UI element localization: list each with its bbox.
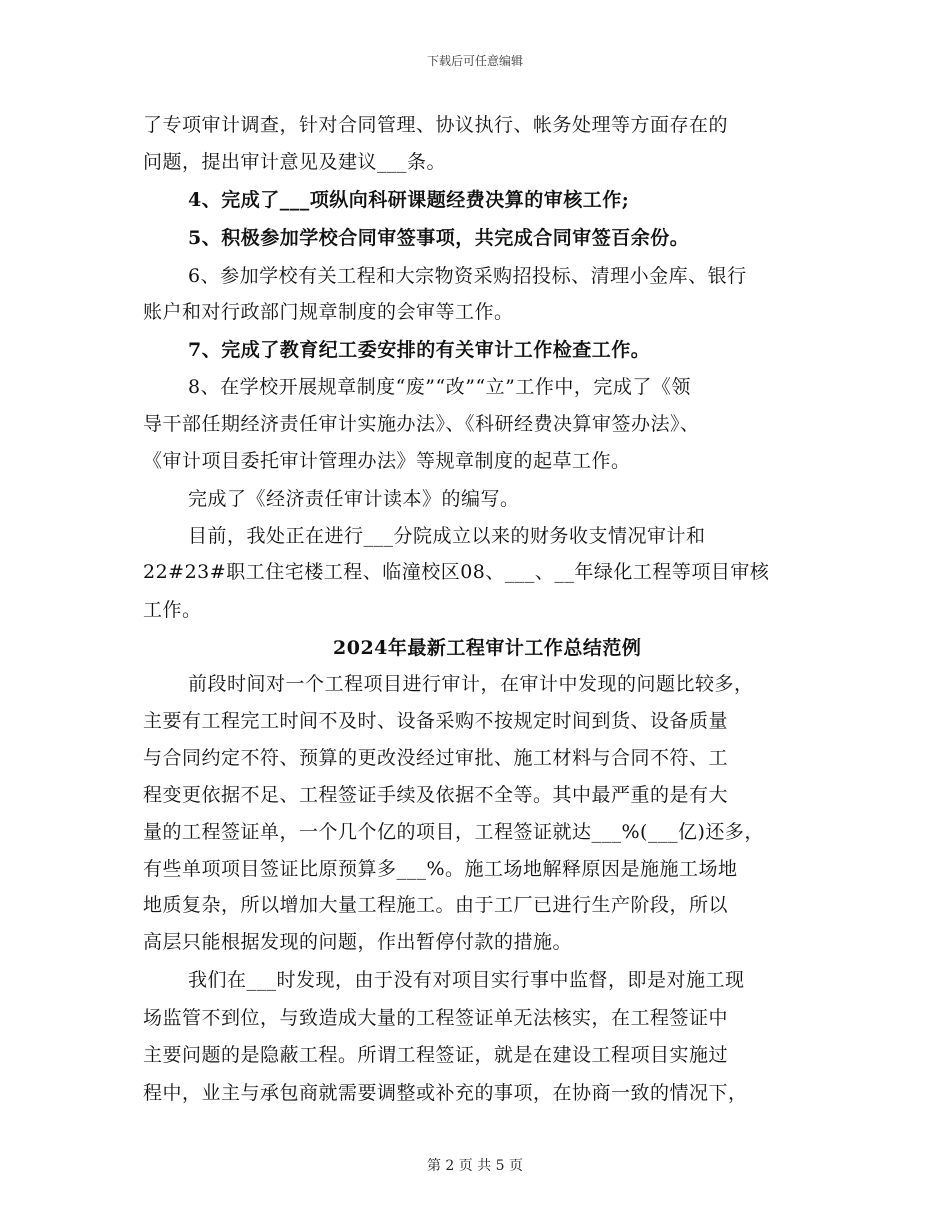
text-line: 22#23#职工住宅楼工程、临潼校区08、___、__年绿化工程等项目审核 [143,561,770,583]
text-line: 了专项审计调查，针对合同管理、协议执行、帐务处理等方面存在的 [143,114,729,136]
text-line: 主要问题的是隐蔽工程。所谓工程签证，就是在建设工程项目实施过 [143,1044,729,1066]
text-line: 高层只能根据发现的问题，作出暂停付款的措施。 [143,931,573,953]
text-line: 程中，业主与承包商就需要调整或补充的事项，在协商一致的情况下， [143,1082,748,1104]
text-line: 地质复杂，所以增加大量工程施工。由于工厂已进行生产阶段，所以 [143,894,729,916]
text-line: 目前，我处正在进行___分院成立以来的财务收支情况审计和 [188,525,706,547]
text-line: 导干部任期经济责任审计实施办法》、《科研经费决算审签办法》、 [143,413,700,435]
text-line: 主要有工程完工时间不及时、设备采购不按规定时间到货、设备质量 [143,710,729,732]
text-line: 7、完成了教育纪工委安排的有关审计工作检查工作。 [188,339,651,361]
text-line: 程变更依据不足、工程签证手续及依据不全等。其中最严重的是有大 [143,784,729,806]
text-line: 我们在___时发现，由于没有对项目实行事中监督，即是对施工现 [188,969,745,991]
page-header: 下载后可任意编辑 [426,54,523,68]
text-line: 工作。 [143,599,202,621]
text-line: 5、积极参加学校合同审签事项，共完成合同审签百余份。 [188,227,690,249]
section-title: 2024年最新工程审计工作总结范例 [333,637,642,659]
page-footer: 第 2 页 共 5 页 [426,1158,524,1174]
text-line: 前段时间对一个工程项目进行审计，在审计中发现的问题比较多， [188,673,754,695]
text-line: 有些单项项目签证比原预算多___%。施工场地解释原因是施施工场地 [143,858,738,880]
text-line: 《审计项目委托审计管理办法》等规章制度的起草工作。 [143,450,631,472]
text-line: 完成了《经济责任审计读本》的编写。 [188,488,520,510]
text-line: 账户和对行政部门规章制度的会审等工作。 [143,301,514,323]
text-line: 与合同约定不符、预算的更改没经过审批、施工材料与合同不符、工 [143,747,729,769]
text-line: 问题，提出审计意见及建议___条。 [143,151,447,173]
text-line: 4、完成了___项纵向科研课题经费决算的审核工作; [188,189,630,211]
text-line: 6、参加学校有关工程和大宗物资采购招投标、清理小金库、银行 [188,265,747,287]
text-line: 量的工程签证单，一个几个亿的项目，工程签证就达___%(___亿)还多， [143,821,764,843]
text-line: 8、在学校开展规章制度“废”“改”“立”工作中，完成了《领 [188,376,691,398]
text-line: 场监管不到位，与致造成大量的工程签证单无法核实，在工程签证中 [143,1007,729,1029]
